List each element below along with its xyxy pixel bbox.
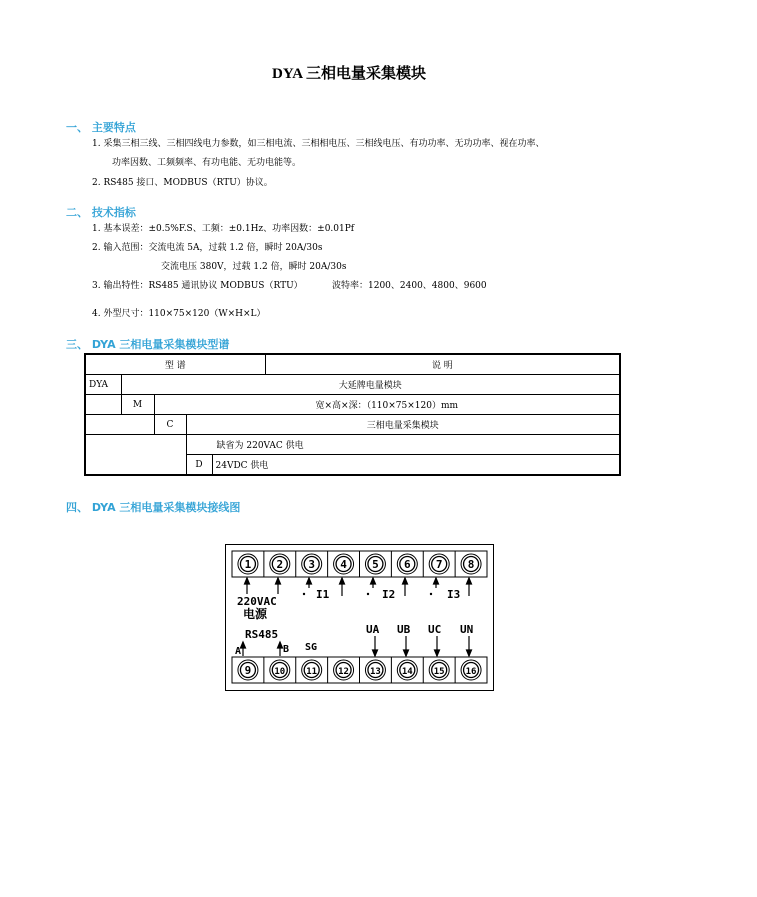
- col-model-header: 型 谱: [85, 354, 265, 375]
- specs-item-2: 2. 输入范围：交流电流 5A，过载 1.2 倍，瞬时 20A/30s: [92, 243, 323, 253]
- page-title: DYA 三相电量采集模块: [272, 66, 427, 82]
- top-terminal-8: [461, 554, 481, 574]
- label-i1: I1: [316, 588, 330, 601]
- wiring-heading: 四、 DYA 三相电量采集模块接线图: [66, 501, 241, 514]
- bottom-terminal-11: [302, 660, 322, 680]
- specs-item-3-baud: 波特率：1200、2400、4800、9600: [332, 281, 487, 291]
- bottom-terminal-15: [429, 660, 449, 680]
- top-terminal-7: [429, 554, 449, 574]
- bottom-terminal-13: [365, 660, 385, 680]
- label-b: B: [283, 644, 290, 655]
- table-row: [85, 415, 620, 435]
- wiring-diagram: [225, 544, 495, 692]
- label-rs485: RS485: [245, 628, 279, 641]
- bottom-terminal-number: 9: [244, 664, 252, 677]
- model-code: DYA: [85, 375, 121, 395]
- features-item-1-cont: 功率因数、工频频率、有功电能、无功电能等。: [112, 158, 302, 168]
- top-terminal-4: [334, 554, 354, 574]
- model-code: M: [121, 395, 154, 415]
- top-terminal-number: 2: [276, 558, 284, 571]
- bottom-terminal-12: [334, 660, 354, 680]
- bottom-terminal-10: [270, 660, 290, 680]
- top-terminal-number: 7: [435, 558, 443, 571]
- label-ua: UA: [366, 623, 380, 636]
- label-un: UN: [460, 623, 474, 636]
- bottom-terminal-number: 15: [433, 667, 445, 677]
- specs-item-1: 1. 基本误差：±0.5%F.S、工频：±0.1Hz、功率因数：±0.01Pf: [92, 224, 355, 234]
- model-desc: 大延牌电量模块: [121, 375, 620, 395]
- bottom-terminal-number: 10: [274, 667, 286, 677]
- features-item-2: 2. RS485 接口、MODBUS（RTU）协议。: [92, 178, 273, 188]
- bottom-terminal-number: 16: [465, 667, 477, 677]
- top-terminal-number: 1: [244, 558, 252, 571]
- label-ub: UB: [397, 623, 411, 636]
- model-desc: 宽×高×深：（110×75×120）mm: [154, 395, 620, 415]
- top-terminal-number: 5: [372, 558, 379, 571]
- label-sg: SG: [305, 642, 318, 653]
- model-desc: 三相电量采集模块: [186, 415, 620, 435]
- top-terminal-number: 8: [467, 558, 475, 571]
- bottom-terminal-9: [238, 660, 258, 680]
- features-item-1: 1. 采集三相三线、三相四线电力参数，如三相电流、三相相电压、三相线电压、有功功率、无功功率、视在功率、: [92, 139, 545, 149]
- specs-item-3: 3. 输出特性：RS485 通讯协议 MODBUS（RTU）: [92, 281, 303, 291]
- table-row: [85, 375, 620, 395]
- col-desc-header: 说 明: [265, 354, 620, 375]
- model-table: [84, 353, 621, 476]
- label-a: A: [235, 646, 242, 657]
- top-terminal-number: 3: [308, 558, 315, 571]
- top-terminal-1: [238, 554, 258, 574]
- specs-heading: 二、 技术指标: [66, 206, 136, 219]
- table-row: [85, 435, 620, 455]
- bottom-terminal-number: 11: [306, 667, 318, 677]
- specs-item-2-cont: 交流电压 380V，过载 1.2 倍，瞬时 20A/30s: [161, 262, 347, 272]
- model-code: C: [154, 415, 186, 435]
- label-uc: UC: [428, 623, 442, 636]
- model-heading: 三、 DYA 三相电量采集模块型谱: [66, 338, 230, 351]
- label-power-cn: 电源: [243, 607, 268, 621]
- top-terminal-6: [397, 554, 417, 574]
- model-desc: 24VDC 供电: [212, 455, 620, 476]
- model-code: D: [186, 455, 212, 476]
- top-terminal-number: 6: [404, 558, 411, 571]
- bottom-terminal-number: 12: [338, 667, 349, 677]
- label-i3: I3: [447, 588, 461, 601]
- table-row: [85, 395, 620, 415]
- table-header-row: [85, 354, 620, 375]
- top-terminal-3: [302, 554, 322, 574]
- bottom-terminal-16: [461, 660, 481, 680]
- label-i2: I2: [382, 588, 396, 601]
- top-terminal-2: [270, 554, 290, 574]
- top-terminal-number: 4: [340, 558, 347, 571]
- bottom-terminal-14: [397, 660, 417, 680]
- model-desc: 缺省为 220VAC 供电: [186, 435, 620, 455]
- features-heading: 一、 主要特点: [66, 121, 136, 134]
- bottom-terminal-number: 13: [370, 667, 381, 677]
- specs-item-4: 4. 外型尺寸：110×75×120（W×H×L）: [92, 309, 266, 319]
- bottom-terminal-number: 14: [401, 667, 413, 677]
- label-power: 220VAC: [237, 595, 277, 608]
- top-terminal-5: [365, 554, 385, 574]
